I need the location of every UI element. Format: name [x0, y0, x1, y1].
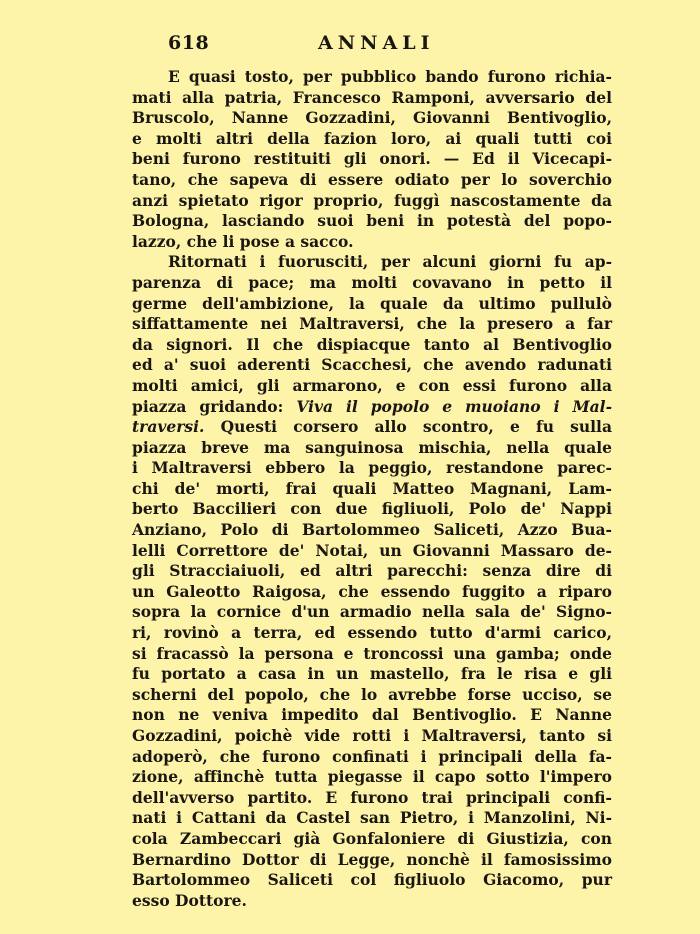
text-line: nati i Cattani da Castel san Pietro, i Manzolini, Ni-	[132, 808, 612, 828]
text-line: germe dell'ambizione, la quale da ultimo pullulò	[132, 293, 612, 313]
text-line: scherni del popolo, che lo avrebbe forse ucciso, se	[132, 684, 612, 704]
text-line: E quasi tosto, per pubblico bando furono richia-	[168, 67, 612, 86]
text-line: e molti altri della fazion loro, ai quali tutti coi	[132, 128, 612, 148]
page-header	[168, 32, 608, 62]
text-line: zione, affinchè tutta piegasse il capo sotto l'impero	[132, 767, 612, 787]
text-line: non ne veniva impedito dal Bentivoglio. E Nanne	[132, 705, 612, 725]
text-line: Bruscolo, Nanne Gozzadini, Giovanni Bentivoglio,	[132, 108, 612, 128]
text-line: Gozzadini, poichè vide rotti i Maltraversi, tanto si	[132, 726, 612, 745]
text-line: parenza di pace; ma molti covavano in petto il	[132, 272, 612, 292]
text-line: cola Zambeccari già Gonfaloniere di Giustizia, con	[132, 828, 612, 848]
text-line: tano, che sapeva di essere odiato per lo soverchio	[132, 169, 612, 189]
text-line: piazza breve ma sanguinosa mischia, nella quale	[132, 437, 612, 457]
text-line: ri, rovinò a terra, ed essendo tutto d'armi carico,	[132, 623, 612, 643]
text-line: sopra la cornice d'un armadio nella sala de' Signo-	[132, 602, 612, 622]
text-line: Anziano, Polo di Bartolommeo Saliceti, Azzo Bua-	[132, 520, 612, 540]
text-line: adoperò, che furono confinati i principali della fa-	[132, 746, 612, 766]
text-line: un Galeotto Raigosa, che essendo fuggito a riparo	[132, 581, 612, 601]
text-line: dell'avverso partito. E furono trai principali confi-	[132, 787, 612, 807]
text-line: siffattamente nei Maltraversi, che la presero a far	[132, 314, 612, 334]
text-line: si fracassò la persona e troncossi una gamba; onde	[132, 643, 612, 663]
text-line: fu portato a casa in un mastello, fra le risa e gli	[132, 664, 612, 684]
text-line: esso Dottore.	[132, 890, 247, 910]
text-line: Bologna, lasciando suoi beni in potestà del popo-	[132, 211, 612, 231]
text-line-mixed	[132, 397, 612, 418]
text-segment: piazza gridando:	[132, 396, 297, 416]
running-head: ANNALI	[318, 32, 435, 54]
text-line: lazzo, che li pose a sacco.	[132, 231, 354, 251]
text-line: i Maltraversi ebbero la peggio, restandone parec-	[132, 458, 612, 478]
text-line: berto Baccilieri con due figliuoli, Polo de' Nappi	[132, 499, 612, 519]
text-line: ed a' suoi aderenti Scacchesi, che avendo radunati	[132, 355, 612, 375]
text-line: Bernardino Dottor di Legge, nonchè il famosissimo	[132, 849, 612, 869]
italic-text: traversi.	[132, 417, 205, 437]
text-line: anzi spietato rigor proprio, fuggì nascostamente da	[132, 190, 612, 210]
text-line: Bartolommeo Saliceti col figliuolo Giacomo, pur	[132, 870, 612, 890]
text-line: gli Stracciaiuoli, ed altri parecchi: senza dire di	[132, 561, 612, 581]
text-line-mixed	[132, 417, 612, 438]
text-segment: Questi corsero allo scontro, e fu sulla	[204, 417, 612, 437]
text-line: beni furono restituiti gli onori. — Ed il Vicecapi-	[132, 149, 612, 169]
body-text	[132, 67, 612, 911]
text-line: chi de' morti, frai quali Matteo Magnani, Lam-	[132, 478, 612, 498]
italic-text: Viva il popolo e muoiano i Mal-	[296, 396, 613, 416]
text-line: lelli Correttore de' Notai, un Giovanni Massaro de-	[132, 540, 612, 560]
text-line: Ritornati i fuorusciti, per alcuni giorni fu ap-	[168, 252, 612, 272]
page-number: 618	[168, 32, 210, 54]
text-line: mati alla patria, Francesco Ramponi, avversario del	[132, 87, 612, 107]
text-line: molti amici, gli armarono, e con essi furono alla	[132, 375, 612, 395]
text-line: da signori. Il che dispiacque tanto al Bentivoglio	[132, 334, 612, 354]
